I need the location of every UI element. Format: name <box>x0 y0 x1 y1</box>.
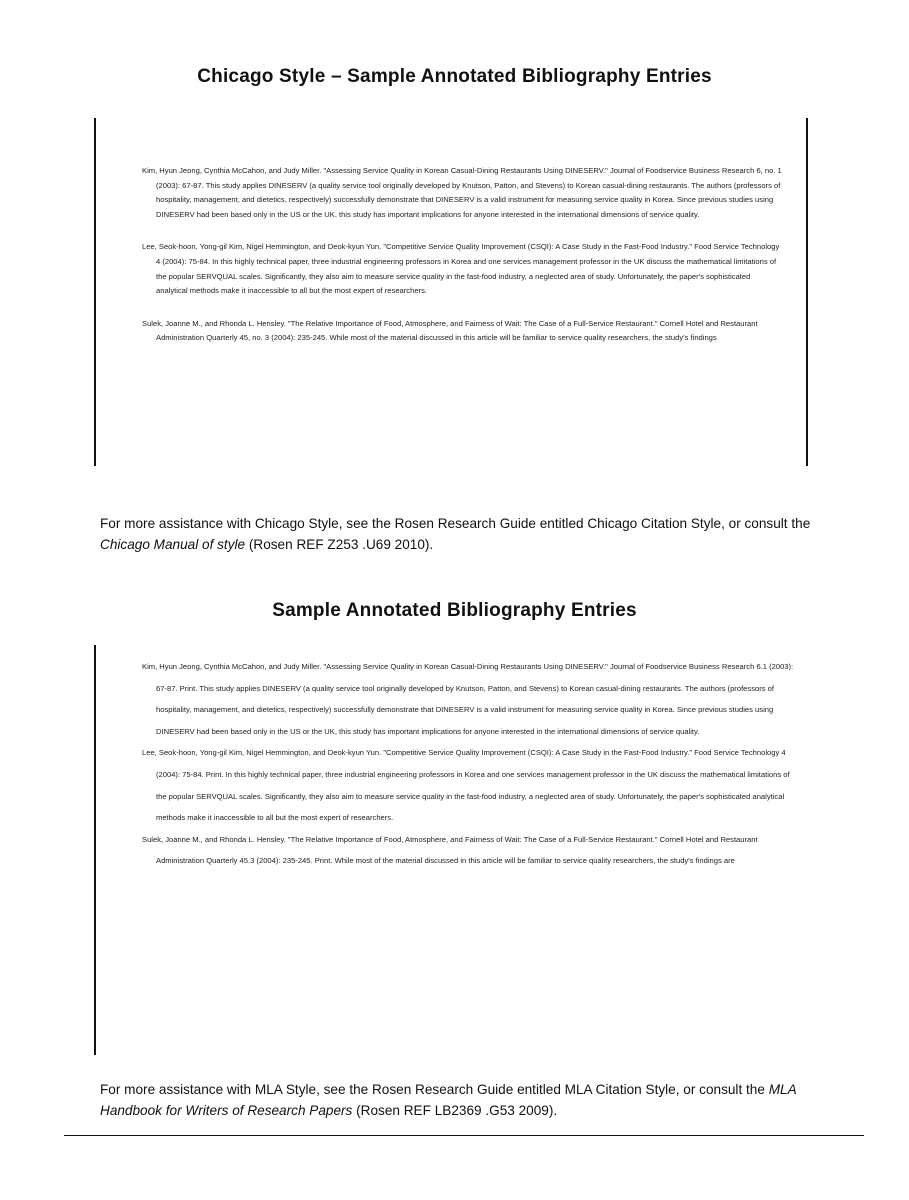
mla-assistance-note <box>100 1079 820 1121</box>
note-book-title: MLA Handbook for Writers of Research Papers <box>100 1082 797 1118</box>
left-border-line <box>94 645 96 1055</box>
entry-annotation: While most of the material discussed in this article will be familiar to service quality researchers, the study's findings are <box>334 856 735 866</box>
note-call-number: (Rosen REF Z253 .U69 2010). <box>245 537 434 552</box>
entry-annotation: While most of the material discussed in this article will be familiar to service quality researchers, the study's findings <box>329 333 717 343</box>
note-text: For more assistance with MLA Style, see the Rosen Research Guide entitled MLA Citation Style, or consult the <box>100 1082 769 1097</box>
bibliography-entry <box>142 656 802 742</box>
entry-annotation: This study applies DINESERV (a quality service tool originally developed by Knutson, Patton, and Stevens) to Korean casual-dining restaurants. The authors (professors of hospitality, management, and dietetics, respectively) successfully demonstrate that DINESERV is a valid instrument for measuring service quality in Korea. Since previous studies using DINESERV had been based only in the US or the UK, this study has important implications for anyone interested in the international dimensions of service quality. <box>156 683 774 736</box>
bibliography-entry <box>142 317 782 346</box>
left-border-line <box>94 118 96 466</box>
chicago-assistance-note <box>100 513 820 555</box>
mla-entries-list <box>142 656 802 872</box>
entry-citation: Kim, Hyun Jeong, Cynthia McCahon, and Judy Miller. "Assessing Service Quality in Korean Casual-Dining Restaurants Using DINESERV." Journal of Foodservice Business Research 6, no. 1 (2003): 67-87. <box>142 166 782 190</box>
section-title-mla: Sample Annotated Bibliography Entries <box>272 600 637 621</box>
entry-citation: Kim, Hyun Jeong, Cynthia McCahon, and Judy Miller. "Assessing Service Quality in Korean Casual-Dining Restaurants Using DINESERV." Journal of Foodservice Business Research 6.1 (2003): 67-87. Print. <box>142 662 794 693</box>
note-text: For more assistance with Chicago Style, see the Rosen Research Guide entitled Chicago Citation Style, or consult the <box>100 516 811 531</box>
bibliography-entry <box>142 829 802 872</box>
entry-citation: Sulek, Joanne M., and Rhonda L. Hensley. "The Relative Importance of Food, Atmosphere, and Fairness of Wait: The Case of a Full-Service Restaurant." Cornell Hotel and Restaurant Administration Quarterly 45.3 (2004): 235-245. Print. <box>142 834 758 866</box>
right-border-line <box>806 118 808 466</box>
note-book-title: Chicago Manual of style <box>100 537 246 552</box>
entry-annotation: This study applies DINESERV (a quality service tool originally developed by Knutson, Patton, and Stevens) to Korean casual-dining restaurants. The authors (professors of hospitality, management, and dietetics, respectively) successfully demonstrate that DINESERV is a valid instrument for measuring service quality in Korea. Since previous studies using DINESERV had been based only in the US or the UK, this study has important implications for anyone interested in the international dimensions of service quality. <box>156 180 781 219</box>
entry-citation: Lee, Seok-hoon, Yong-gil Kim, Nigel Hemmington, and Deok-kyun Yun. "Competitive Service Quality Improvement (CSQI): A Case Study in the Fast-Food Industry." Food Service Technology 4 (2004): 75-84. <box>142 242 780 266</box>
bottom-rule <box>64 1135 864 1136</box>
entry-citation: Sulek, Joanne M., and Rhonda L. Hensley. "The Relative Importance of Food, Atmosphere, and Fairness of Wait: The Case of a Full-Service Restaurant." Cornell Hotel and Restaurant Administration Quarterly 45, no. 3 (2004): 235-245. <box>142 318 758 343</box>
entry-annotation: In this highly technical paper, three industrial engineering professors in Korea and one services management professor in the UK discuss the mathematical limitations of the popular SERVQUAL scales. Significantly, they also aim to measure service quality in the fast-food industry, a neglected area of study. Unfortunately, the paper's sophisticated analytical methods make it inaccessible to all but the most expert of researchers. <box>156 256 777 296</box>
bibliography-entry <box>142 240 782 298</box>
note-call-number: (Rosen REF LB2369 .G53 2009). <box>352 1103 558 1118</box>
bibliography-entry <box>142 742 802 828</box>
chicago-entries-list <box>142 164 782 364</box>
bibliography-entry <box>142 164 782 222</box>
section-title-chicago: Chicago Style – Sample Annotated Bibliography Entries <box>197 66 712 87</box>
entry-citation: Lee, Seok-hoon, Yong-gil Kim, Nigel Hemmington, and Deok-kyun Yun. "Competitive Service Quality Improvement (CSQI): A Case Study in the Fast-Food Industry." Food Service Technology 4 (2004): 75-84. Print. <box>142 748 786 779</box>
entry-annotation: In this highly technical paper, three industrial engineering professors in Korea and one services management professor in the UK discuss the mathematical limitations of the popular SERVQUAL scales. Significantly, they also aim to measure service quality in the fast-food industry, a neglected area of study. Unfortunately, the paper's sophisticated analytical methods make it inaccessible to all but the most expert of researchers. <box>156 769 790 823</box>
